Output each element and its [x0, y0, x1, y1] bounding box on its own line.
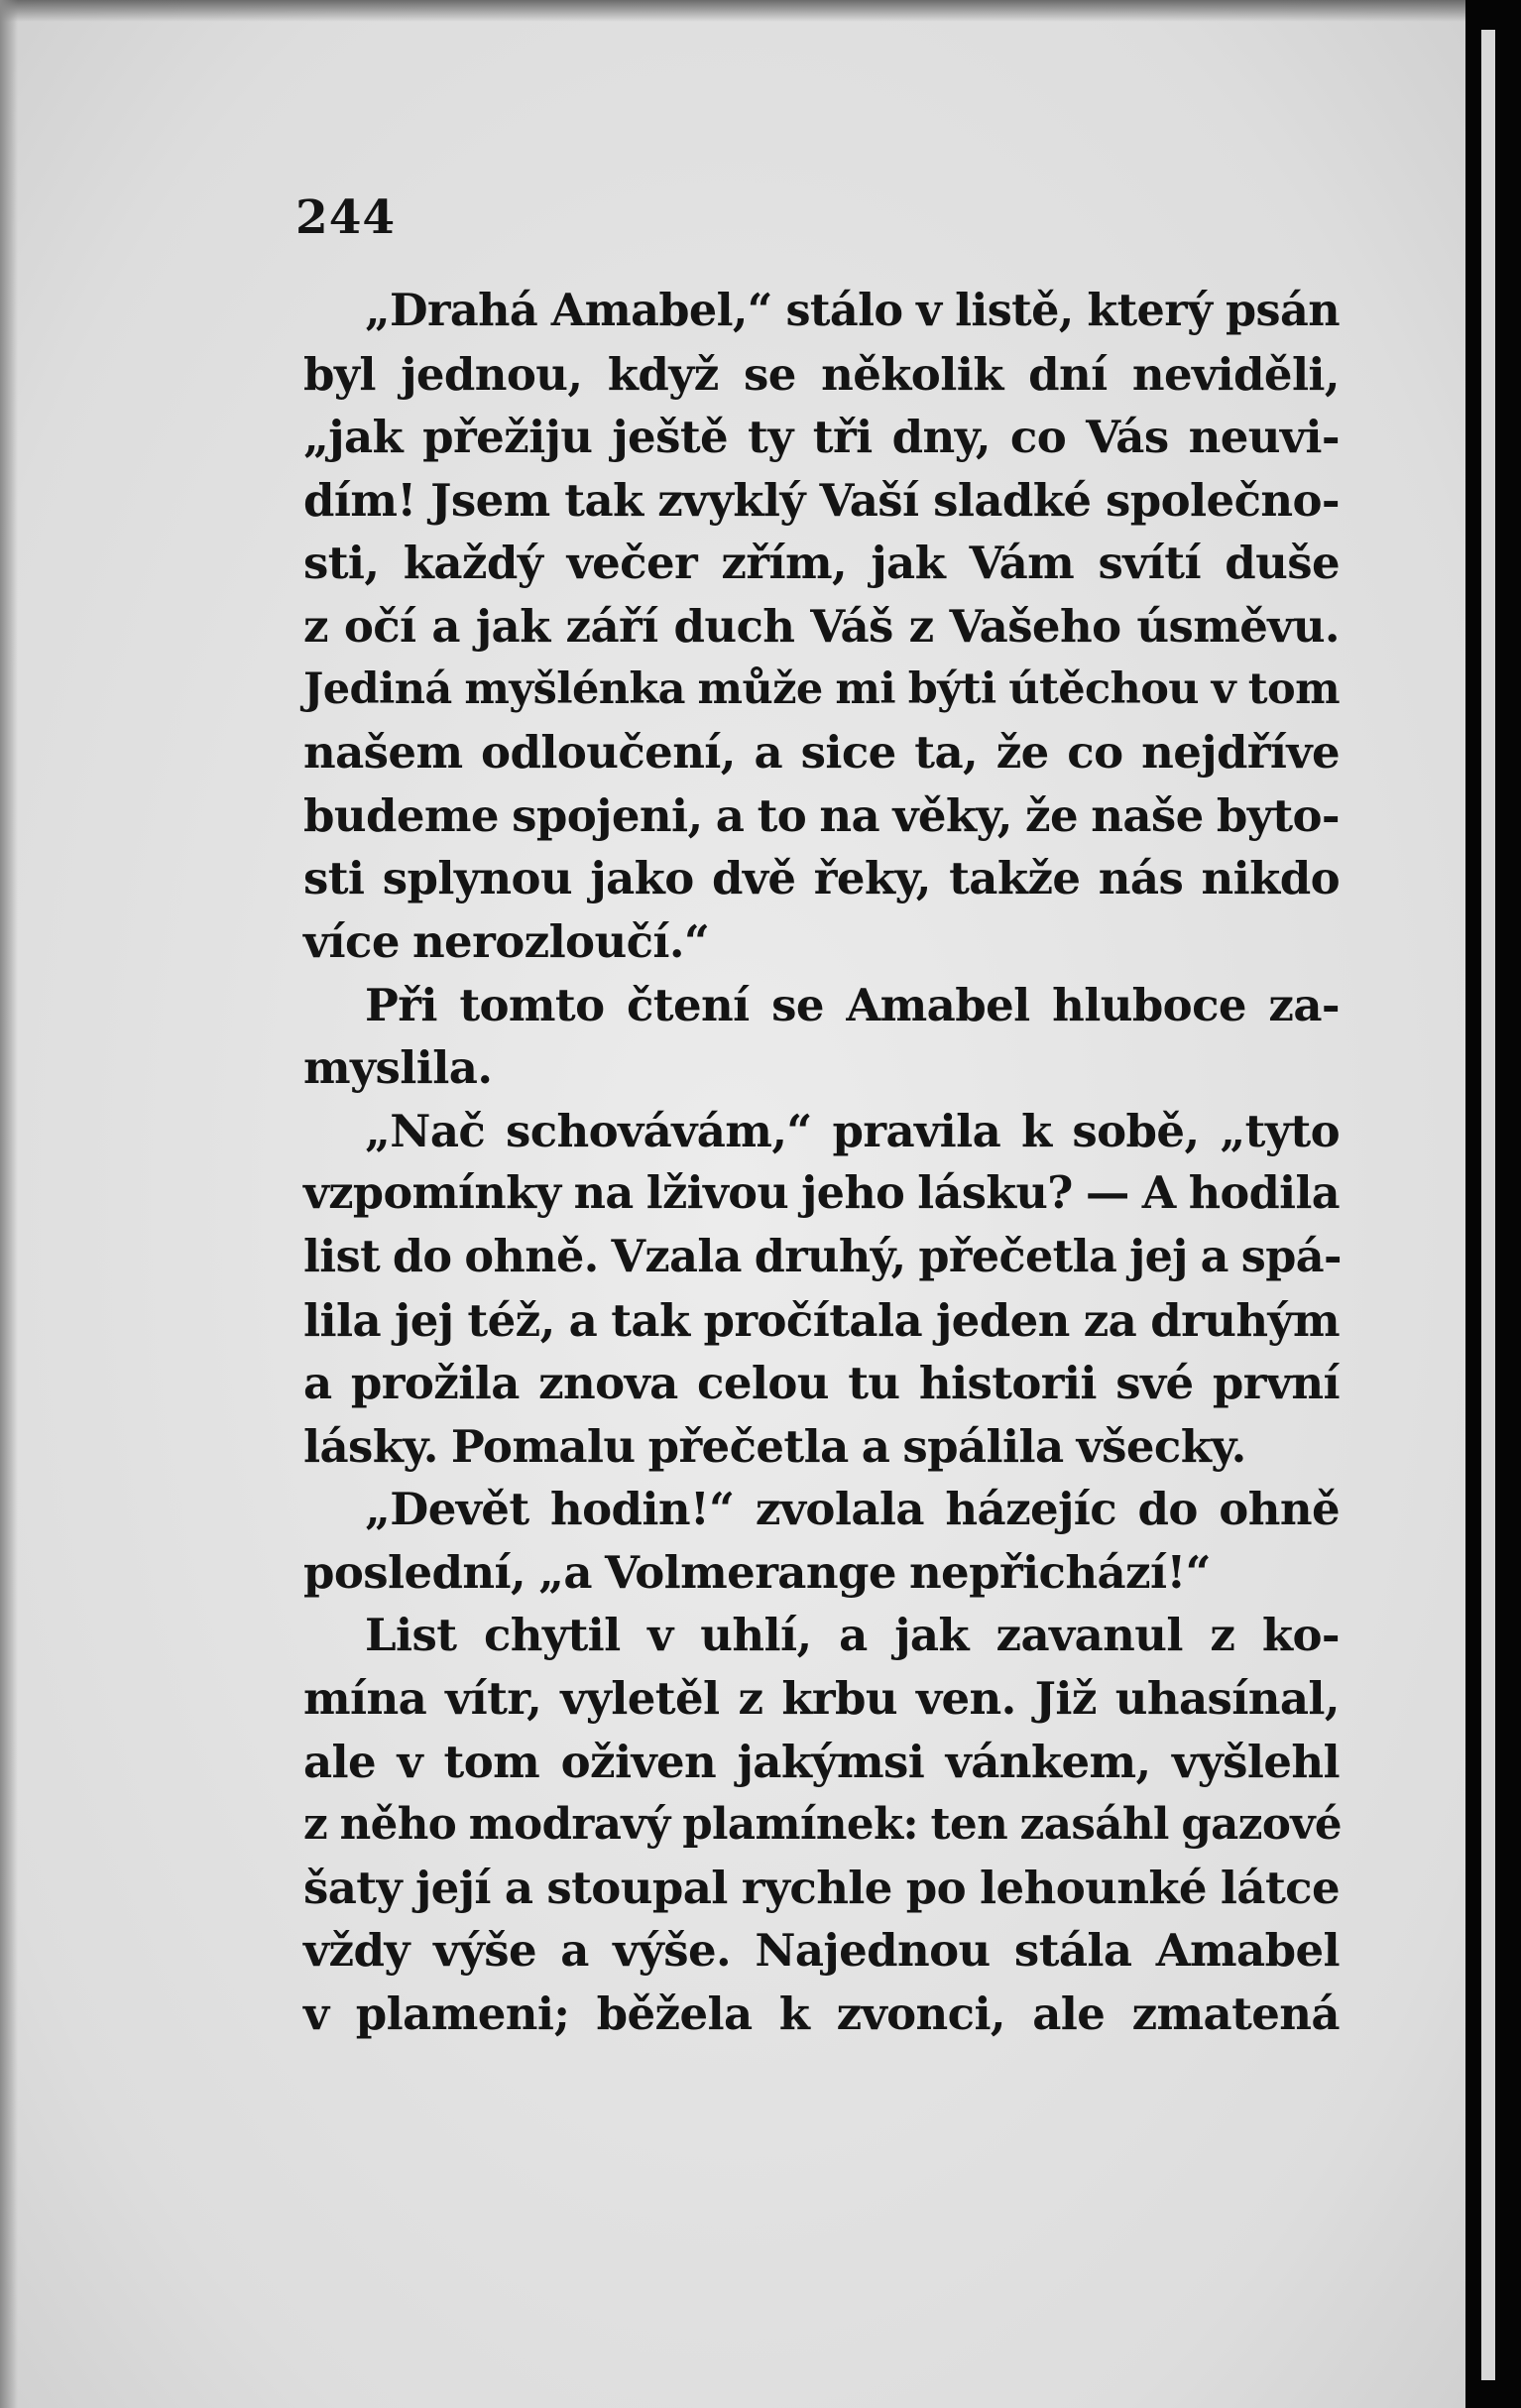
top-edge-shadow — [0, 0, 1465, 22]
text-line: z očí a jak září duch Váš z Vašeho úsměvu. — [303, 599, 1340, 653]
text-line: mína vítr, vyletěl z krbu ven. Již uhasínal, — [303, 1672, 1340, 1726]
adjacent-page-edge — [1481, 30, 1495, 2380]
text-line: List chytil v uhlí, a jak zavanul z ko- — [365, 1609, 1340, 1662]
text-line: vždy výše a výše. Najednou stála Amabel — [303, 1924, 1340, 1978]
text-line: „jak přežiju ještě ty tři dny, co Vás neuvi- — [303, 411, 1340, 464]
text-line: našem odloučení, a sice ta, že co nejdříve — [303, 726, 1340, 780]
text-line: myslila. — [303, 1041, 493, 1095]
text-line: v plameni; běžela k zvonci, ale zmatená — [303, 1987, 1340, 2041]
text-line: „Drahá Amabel,“ stálo v listě, který psán — [365, 285, 1340, 336]
text-line: lila jej též, a tak pročítala jeden za druhým — [303, 1293, 1340, 1347]
text-line: vzpomínky na lživou jeho lásku? — A hodila — [303, 1167, 1340, 1220]
text-line: šaty její a stoupal rychle po lehounké látce — [303, 1861, 1340, 1914]
text-line: ale v tom oživen jakýmsi vánkem, vyšlehl — [303, 1735, 1340, 1788]
text-line: byl jednou, když se několik dní neviděli, — [303, 347, 1340, 401]
text-line: list do ohně. Vzala druhý, přečetla jej a spá- — [303, 1230, 1342, 1282]
body-text — [303, 280, 1340, 2046]
text-line: dím! Jsem tak zvyklý Vaší sladké společno- — [303, 473, 1340, 527]
text-line: Při tomto čtení se Amabel hluboce za- — [365, 978, 1340, 1031]
text-line: poslední, „a Volmerange nepřichází!“ — [303, 1545, 1211, 1599]
left-edge-shadow — [0, 0, 18, 2408]
page-number: 244 — [295, 190, 397, 245]
text-line: Jediná myšlénka může mi býti útěchou v tom — [303, 663, 1340, 714]
text-line: z něho modravý plamínek: ten zasáhl gazové — [303, 1799, 1342, 1851]
text-line: „Devět hodin!“ zvolala házejíc do ohně — [365, 1483, 1340, 1536]
text-line: budeme spojeni, a to na věky, že naše byto- — [303, 788, 1340, 842]
text-line: sti splynou jako dvě řeky, takže nás nikdo — [303, 852, 1340, 905]
text-line: sti, každý večer zřím, jak Vám svítí duše — [303, 537, 1340, 590]
text-line: více nerozloučí.“ — [303, 914, 710, 968]
text-line: a prožila znova celou tu historii své první — [303, 1357, 1340, 1410]
text-line: „Nač schovávám,“ pravila k sobě, „tyto — [365, 1104, 1340, 1157]
text-line: lásky. Pomalu přečetla a spálila všecky. — [303, 1419, 1246, 1473]
